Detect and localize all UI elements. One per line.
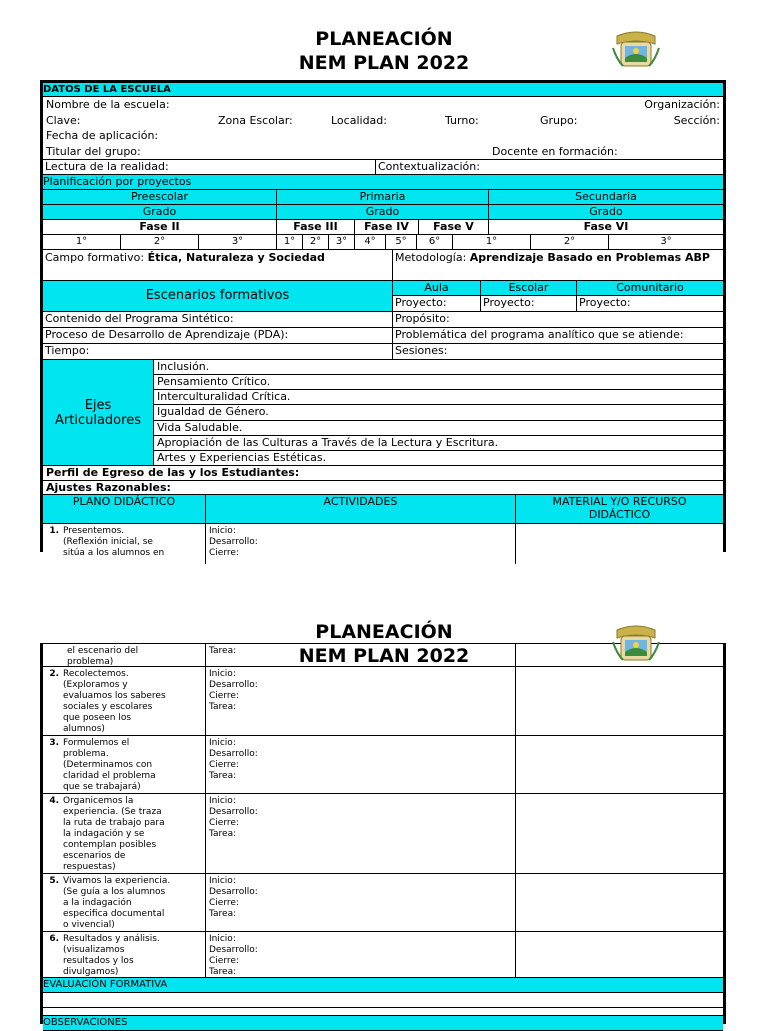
proyecto-escolar-field[interactable]: Proyecto:	[481, 296, 577, 311]
planificacion-title: Planificación por proyectos	[43, 175, 723, 190]
school-crest-icon	[611, 30, 661, 70]
ejes-list	[154, 360, 723, 465]
campo-formativo-value: Ética, Naturaleza y Sociedad	[147, 251, 325, 264]
grade-cell[interactable]: 6°	[417, 235, 453, 249]
field-organizacion[interactable]: Organización:	[644, 98, 720, 111]
spacer-row	[43, 1008, 723, 1016]
level-secundaria: Secundaria	[575, 190, 637, 203]
step-number: 2.	[49, 669, 59, 679]
plan-step-3: 3. Formulemos el problema. (Determinamos con claridad el problema que se trabajará) Inicio: Desarrollo: Cierre: Tarea:	[43, 736, 723, 794]
fase-vi: Fase VI	[583, 220, 629, 233]
school-info-block	[43, 97, 723, 160]
grade-cell[interactable]: 1°	[453, 235, 531, 249]
eje-item[interactable]: Vida Saludable.	[154, 421, 723, 436]
school-data-sheet	[40, 80, 726, 558]
step-material[interactable]	[516, 874, 723, 931]
page-subtitle-2: NEM PLAN 2022	[298, 645, 470, 667]
grade-cell[interactable]: 2°	[303, 235, 329, 249]
page-title-2: PLANEACIÓN	[315, 621, 453, 643]
field-proposito[interactable]: Propósito:	[395, 312, 450, 325]
grade-cell[interactable]: 3°	[329, 235, 355, 249]
col-material: MATERIAL Y/O RECURSO DIDÁCTICO	[552, 495, 687, 522]
page-subtitle: NEM PLAN 2022	[298, 52, 470, 74]
field-contextualizacion[interactable]: Contextualización:	[378, 160, 480, 173]
step-activities[interactable]: Tarea:	[206, 644, 516, 666]
grado-primaria: Grado	[277, 205, 489, 219]
grade-cell[interactable]: 3°	[199, 235, 277, 249]
field-localidad[interactable]: Localidad:	[331, 113, 387, 127]
grado-preescolar: Grado	[43, 205, 277, 219]
step-number: 3.	[49, 738, 59, 748]
fase-iv: Fase IV	[355, 220, 419, 234]
field-grupo[interactable]: Grupo:	[540, 113, 578, 127]
step-number: 4.	[49, 796, 59, 806]
grade-cell[interactable]: 1°	[277, 235, 303, 249]
field-tiempo[interactable]: Tiempo:	[43, 344, 393, 359]
escenario-escolar: Escolar	[481, 281, 577, 295]
field-docente[interactable]: Docente en formación:	[492, 144, 618, 158]
eje-item[interactable]: Artes y Experiencias Estéticas.	[157, 450, 327, 464]
field-lectura-realidad[interactable]: Lectura de la realidad:	[43, 160, 376, 174]
fase-ii: Fase II	[43, 220, 277, 234]
field-clave[interactable]: Clave:	[46, 113, 81, 127]
eje-item[interactable]: Igualdad de Género.	[154, 405, 723, 420]
field-perfil-egreso[interactable]: Perfil de Egreso de las y los Estudiantes:	[43, 466, 723, 481]
eje-item[interactable]: Pensamiento Crítico.	[154, 375, 723, 390]
step-number: 6.	[49, 934, 59, 944]
escenario-aula: Aula	[393, 281, 481, 295]
grado-secundaria: Grado	[589, 205, 623, 218]
col-plano-didactico: PLANO DIDÁCTICO	[43, 495, 206, 523]
grade-cell[interactable]: 3°	[660, 236, 672, 247]
field-contenido[interactable]: Contenido del Programa Sintético:	[43, 312, 393, 327]
step-number: 1.	[49, 526, 59, 536]
eje-item[interactable]: Interculturalidad Crítica.	[154, 390, 723, 405]
metodologia-value: Aprendizaje Basado en Problemas ABP	[469, 251, 710, 264]
school-crest-icon	[611, 624, 661, 664]
col-actividades: ACTIVIDADES	[206, 495, 516, 523]
plan-step-1-cont: el escenario del problema) Tarea:	[43, 643, 723, 667]
step-activities[interactable]: Inicio: Desarrollo: Cierre: Tarea:	[206, 874, 516, 931]
field-titular[interactable]: Titular del grupo:	[46, 144, 141, 158]
fase-v: Fase V	[419, 220, 489, 234]
field-ajustes-razonables[interactable]: Ajustes Razonables:	[43, 481, 723, 495]
escenarios-formativos-title: Escenarios formativos	[43, 281, 393, 311]
field-fecha-aplicacion[interactable]: Fecha de aplicación:	[46, 129, 159, 142]
step-activities[interactable]: Inicio: Desarrollo: Cierre:	[206, 524, 516, 564]
proyecto-comunitario-field[interactable]: Proyecto:	[579, 296, 631, 309]
plan-step-1: 1. Presentemos. (Reflexión inicial, se sitúa a los alumnos en Inicio: Desarrollo: Cierre:	[43, 524, 723, 564]
plan-step-5: 5. Vivamos la experiencia. (Se guía a los alumnos a la indagación especifica documental o vivencial) Inicio: Desarrollo: Cierre: Tarea:	[43, 874, 723, 932]
level-preescolar: Preescolar	[43, 190, 277, 204]
plan-step-2: 2. Recolectemos. (Exploramos y evaluamos los saberes sociales y escolares que poseen los alumnos) Inicio: Desarrollo: Cierre: Tarea:	[43, 667, 723, 736]
field-turno[interactable]: Turno:	[445, 113, 479, 127]
evaluacion-formativa-header: EVALUACIÓN FORMATIVA	[43, 978, 723, 993]
page-title: PLANEACIÓN	[315, 28, 453, 50]
plan-step-6: 6. Resultados y análisis. (visualizamos resultados y los divulgamos) Inicio: Desarrollo: Cierre: Tarea:	[43, 932, 723, 978]
grade-cell[interactable]: 2°	[121, 235, 199, 249]
step-activities[interactable]: Inicio: Desarrollo: Cierre: Tarea:	[206, 932, 516, 977]
fase-iii: Fase III	[277, 220, 355, 234]
step-material[interactable]	[516, 524, 723, 564]
proyecto-aula-field[interactable]: Proyecto:	[393, 296, 481, 311]
eje-item[interactable]: Inclusión.	[154, 360, 723, 375]
step-activities[interactable]: Inicio: Desarrollo: Cierre: Tarea:	[206, 794, 516, 873]
plan-continuation-sheet	[40, 643, 726, 1028]
field-nombre-escuela[interactable]: Nombre de la escuela:	[46, 98, 170, 111]
grade-cell[interactable]: 2°	[531, 235, 609, 249]
field-pda[interactable]: Proceso de Desarrollo de Aprendizaje (PDA):	[43, 328, 393, 343]
field-zona-escolar[interactable]: Zona Escolar:	[218, 113, 293, 127]
grade-cell[interactable]: 5°	[386, 235, 417, 249]
step-material[interactable]	[516, 667, 723, 735]
campo-formativo: Campo formativo: Ética, Naturaleza y Sociedad	[43, 250, 393, 280]
section-datos-escuela: DATOS DE LA ESCUELA	[43, 83, 723, 97]
step-material[interactable]	[516, 736, 723, 793]
ejes-articuladores-title: Ejes Articuladores	[43, 360, 154, 465]
evaluacion-formativa-field[interactable]	[43, 993, 723, 1008]
step-activities[interactable]: Inicio: Desarrollo: Cierre: Tarea:	[206, 667, 516, 735]
escenario-comunitario: Comunitario	[616, 281, 684, 294]
level-primaria: Primaria	[277, 190, 489, 204]
grade-cell[interactable]: 4°	[355, 235, 386, 249]
step-activities[interactable]: Inicio: Desarrollo: Cierre: Tarea:	[206, 736, 516, 793]
step-material[interactable]	[516, 932, 723, 977]
field-problematica[interactable]: Problemática del programa analítico que se atiende:	[395, 328, 684, 341]
plan-step-4: 4. Organicemos la experiencia. (Se traza la ruta de trabajo para la indagación y se contemplan posibles escenarios de respuestas) Inicio: Desarrollo: Cierre: Tarea:	[43, 794, 723, 874]
field-seccion[interactable]: Sección:	[673, 113, 720, 127]
eje-item[interactable]: Apropiación de las Culturas a Través de la Lectura y Escritura.	[154, 436, 723, 451]
observaciones-header: OBSERVACIONES	[43, 1016, 723, 1031]
metodologia: Metodología: Aprendizaje Basado en Problemas ABP	[395, 251, 710, 264]
field-sesiones[interactable]: Sesiones:	[395, 344, 448, 357]
step-number: 5.	[49, 876, 59, 886]
grade-cell[interactable]: 1°	[43, 235, 121, 249]
step-material[interactable]	[516, 794, 723, 873]
